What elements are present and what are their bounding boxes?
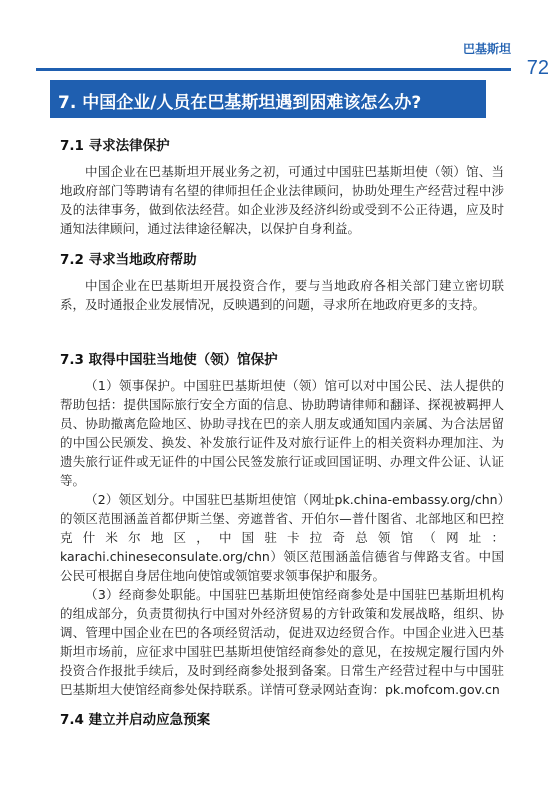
paragraph: 中国企业在巴基斯坦开展业务之初，可通过中国驻巴基斯坦使（领）馆、当地政府部门等聘请有名望的律师担任企业法律顾问，协助处理生产经营过程中涉及的法律事务，做到依法经营。如企业涉及经济纠纷或受到不公正待遇，应及时通知法律顾问，通过法律途径解决，以保护自身利益。 (60, 164, 504, 236)
header-country-label: 巴基斯坦 (462, 42, 511, 56)
paragraph: 中国企业在巴基斯坦开展投资合作，要与当地政府各相关部门建立密切联系，及时通报企业发展情况，反映遇到的问题，寻求所在地政府更多的支持。 (60, 278, 504, 312)
paragraph: （2）领区划分。中国驻巴基斯坦使馆（网址pk.china-embassy.org/chn）的领区范围涵盖首都伊斯兰堡、旁遮普省、开伯尔—普什图省、北部地区和巴控克什米尔地区，中国驻卡拉奇总领馆（网址：karachi.chineseconsulate.org/chn）领区范围涵盖信德省与俾路支省。中国公民可根据自身居住地向使馆或领馆要求领事保护和服务。 (60, 492, 504, 583)
section-body-7-2 (60, 276, 504, 314)
section-heading-7-3: 7.3 取得中国驻当地使（领）馆保护 (60, 352, 278, 368)
section-heading-7-4: 7.4 建立并启动应急预案 (60, 712, 211, 728)
chapter-title: 7. 中国企业/人员在巴基斯坦遇到困难该怎么办? (58, 93, 422, 113)
section-body-7-1 (60, 162, 504, 238)
section-body-7-3 (60, 376, 504, 699)
paragraph: （1）领事保护。中国驻巴基斯坦使（领）馆可以对中国公民、法人提供的帮助包括：提供国际旅行安全方面的信息、协助聘请律师和翻译、探视被羁押人员、协助撤离危险地区、协助寻找在巴的亲人朋友或通知国内亲属、为合法居留的中国公民颁发、换发、补发旅行证件及对旅行证件上的相关资料办理加注、为遗失旅行证件或无证件的中国公民签发旅行证或回国证明、办理文件公证、认证等。 (60, 378, 504, 488)
paragraph: （3）经商参处职能。中国驻巴基斯坦使馆经商参处是中国驻巴基斯坦机构的组成部分，负责贯彻执行中国对外经济贸易的方针政策和发展战略，组织、协调、管理中国企业在巴的各项经贸活动，促进双边经贸合作。中国企业进入巴基斯坦市场前，应征求中国驻巴基斯坦使馆经商参处的意见，在按规定履行国内外投资合作报批手续后，及时到经商参处报到备案。日常生产经营过程中与中国驻巴基斯坦大使馆经商参处保持联系。详情可登录网站查询：pk.mofcom.gov.cn (60, 587, 504, 697)
header-rule (36, 68, 511, 71)
section-heading-7-1: 7.1 寻求法律保护 (60, 138, 170, 154)
page-number: 72 (526, 57, 549, 79)
section-heading-7-2: 7.2 寻求当地政府帮助 (60, 252, 197, 268)
chapter-title-bar (50, 80, 486, 118)
